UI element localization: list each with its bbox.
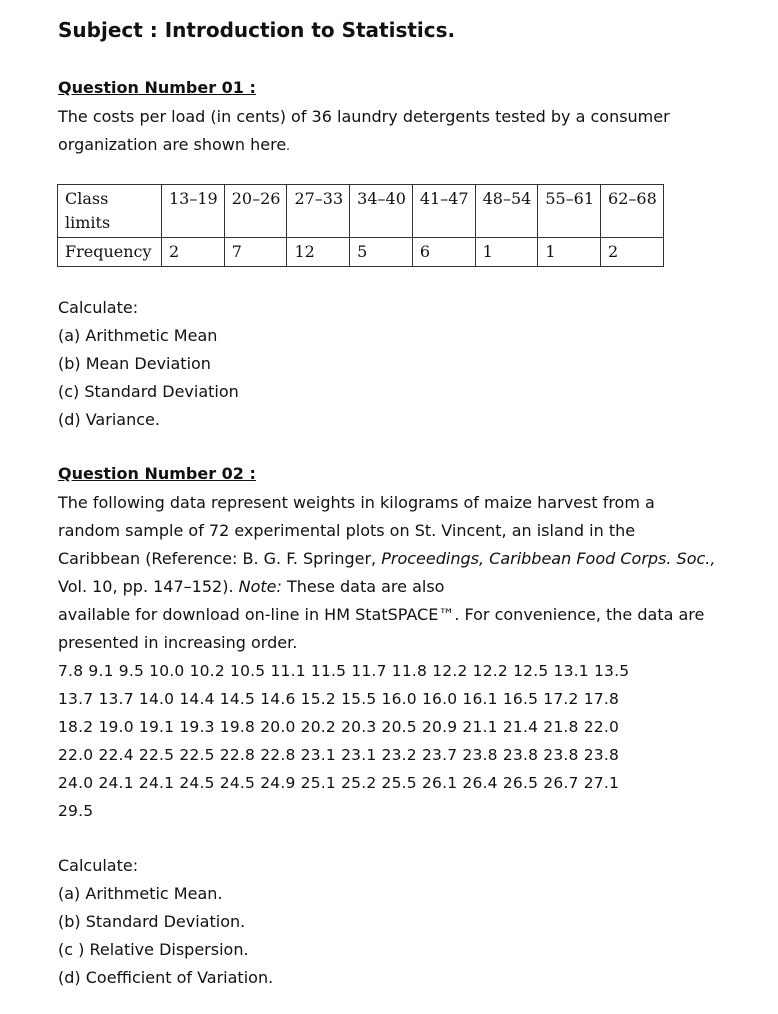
task-item: (c) Standard Deviation xyxy=(58,382,239,401)
question-2-intro-line: available for download on-line in HM StatSPACE™. For convenience, the data are xyxy=(58,605,705,624)
question-1-tasks xyxy=(58,294,239,434)
question-2-intro-line: The following data represent weights in kilograms of maize harvest from a xyxy=(58,493,655,512)
frequency-cell: 6 xyxy=(412,238,475,267)
class-cell: 55–61 xyxy=(538,185,601,238)
question-1-intro-period: . xyxy=(286,139,290,153)
reference-title: Proceedings, Caribbean Food Corps. Soc., xyxy=(381,549,716,568)
question-1-intro-line: The costs per load (in cents) of 36 laundry detergents tested by a consumer xyxy=(58,107,670,126)
question-1-intro-text: organization are shown here xyxy=(58,135,287,154)
class-cell: 27–33 xyxy=(287,185,350,238)
task-item: (d) Coefficient of Variation. xyxy=(58,968,274,987)
frequency-cell: 7 xyxy=(224,238,287,267)
data-line: 24.0 24.1 24.1 24.5 24.5 24.9 25.1 25.2 25.5 26.1 26.4 26.5 26.7 27.1 xyxy=(58,774,620,792)
class-limits-label: Class limits xyxy=(58,185,162,238)
question-1-intro-line xyxy=(58,131,670,160)
class-cell: 34–40 xyxy=(350,185,413,238)
maize-weights-data xyxy=(58,657,629,825)
frequency-cell: 1 xyxy=(475,238,538,267)
frequency-cell: 5 xyxy=(350,238,413,267)
question-2-intro-line: random sample of 72 experimental plots on St. Vincent, an island in the xyxy=(58,521,636,540)
frequency-cell: 12 xyxy=(287,238,350,267)
data-line: 7.8 9.1 9.5 10.0 10.2 10.5 11.1 11.5 11.7 11.8 12.2 12.2 12.5 13.1 13.5 xyxy=(58,662,630,680)
class-limits-row xyxy=(58,185,664,238)
task-item: (d) Variance. xyxy=(58,410,160,429)
data-line: 13.7 13.7 14.0 14.4 14.5 14.6 15.2 15.5 16.0 16.0 16.1 16.5 17.2 17.8 xyxy=(58,690,620,708)
data-line: 18.2 19.0 19.1 19.3 19.8 20.0 20.2 20.3 20.5 20.9 21.1 21.4 21.8 22.0 xyxy=(58,718,620,736)
frequency-table xyxy=(57,184,664,267)
data-line: 29.5 xyxy=(58,802,94,820)
note-label: Note: xyxy=(238,577,282,596)
task-item: (a) Arithmetic Mean. xyxy=(58,884,223,903)
task-item: (b) Standard Deviation. xyxy=(58,912,246,931)
frequency-cell: 2 xyxy=(162,238,225,267)
frequency-row xyxy=(58,238,664,267)
task-item: (c ) Relative Dispersion. xyxy=(58,940,249,959)
calculate-label: Calculate: xyxy=(58,856,139,875)
class-cell: 20–26 xyxy=(224,185,287,238)
class-cell: 48–54 xyxy=(475,185,538,238)
question-2-intro-line: Caribbean (Reference: B. G. F. Springer, Proceedings, Caribbean Food Corps. Soc., xyxy=(58,549,716,568)
frequency-label: Frequency xyxy=(58,238,162,267)
class-cell: 13–19 xyxy=(162,185,225,238)
subject-title: Subject : Introduction to Statistics. xyxy=(58,18,456,42)
calculate-label: Calculate: xyxy=(58,298,139,317)
question-1-intro xyxy=(58,103,670,160)
question-2-tasks xyxy=(58,852,273,992)
question-2-intro-line: presented in increasing order. xyxy=(58,633,298,652)
question-2-heading: Question Number 02 : xyxy=(58,464,256,483)
question-2-intro-line: Vol. 10, pp. 147–152). Note: These data are also xyxy=(58,577,445,596)
frequency-cell: 1 xyxy=(538,238,601,267)
class-cell: 62–68 xyxy=(601,185,664,238)
task-item: (a) Arithmetic Mean xyxy=(58,326,218,345)
question-1-heading: Question Number 01 : xyxy=(58,78,256,97)
frequency-cell: 2 xyxy=(601,238,664,267)
class-cell: 41–47 xyxy=(412,185,475,238)
question-2-intro xyxy=(58,489,715,657)
data-line: 22.0 22.4 22.5 22.5 22.8 22.8 23.1 23.1 23.2 23.7 23.8 23.8 23.8 23.8 xyxy=(58,746,620,764)
task-item: (b) Mean Deviation xyxy=(58,354,211,373)
